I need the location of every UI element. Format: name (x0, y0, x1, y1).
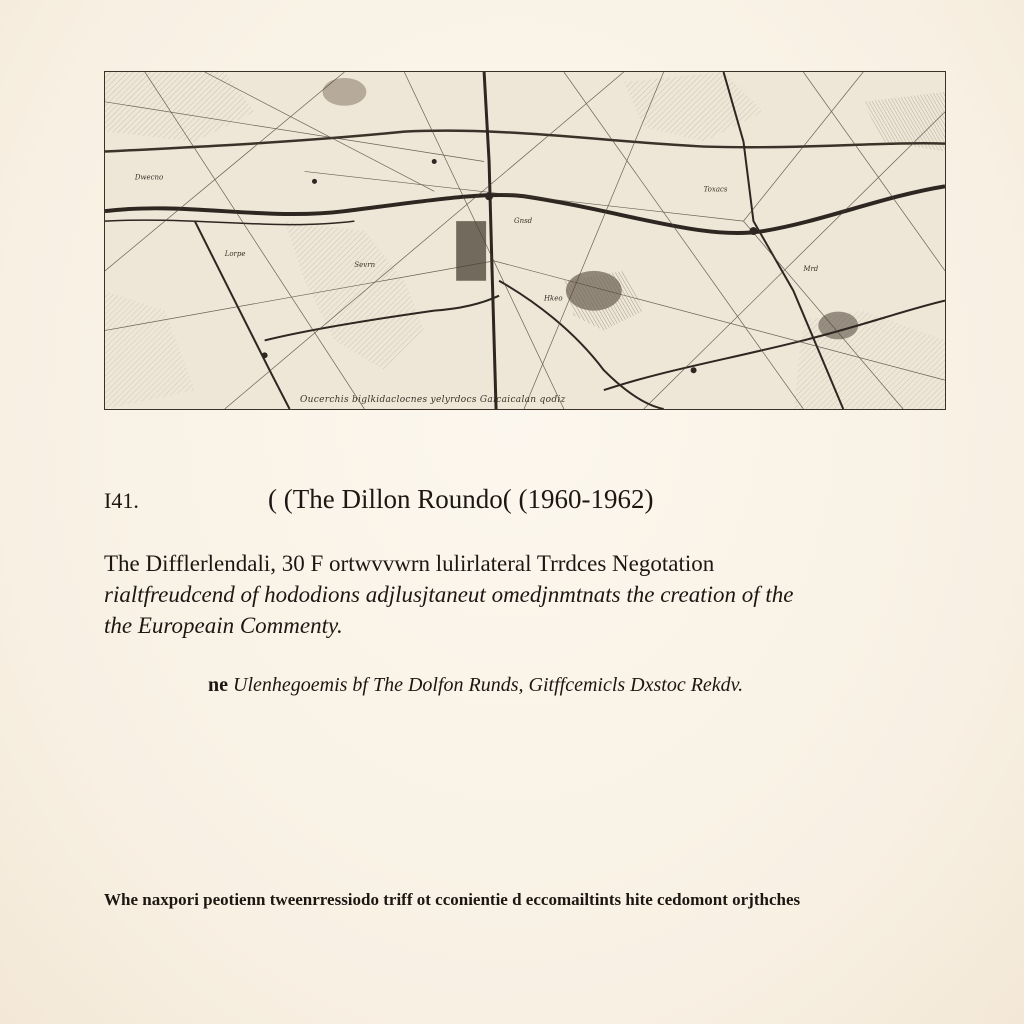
svg-text:Toxacs: Toxacs (703, 185, 728, 194)
paragraph-line: rialtfreudcend of hododions adjlusjtaneut omedjnmtnats the creation of the (104, 582, 794, 607)
svg-text:Hkeo: Hkeo (543, 294, 563, 303)
svg-text:Sevrn: Sevrn (354, 260, 376, 269)
map-illustration (104, 71, 946, 410)
svg-text:Lorpe: Lorpe (224, 249, 246, 258)
paragraph-line: The Difflerlendali, 30 F ortwvvwrn lulirlateral Trrdces Negotation (104, 551, 715, 576)
svg-text:Dwecno: Dwecno (134, 173, 164, 182)
note-line (208, 674, 743, 697)
section-heading: ( (The Dillon Roundo( (1960-1962) (268, 484, 654, 514)
footer-text: Whe naxpori peotienn tweenrressiodo triff ot cconientie d eccomailtints hite cedomont orjthches (104, 890, 801, 909)
map-sketch (105, 72, 945, 409)
svg-text:Mrd: Mrd (803, 264, 819, 273)
body-paragraph (104, 548, 954, 641)
map-caption: Oucerchis biglkidaclocnes yelyrdocs Gaicaicalan qodiz (300, 395, 566, 405)
section-number: I41. (104, 488, 139, 513)
note-text: Ulenhegoemis bf The Dolfon Runds, Gitffcemicls Dxstoc Rekdv. (233, 674, 744, 696)
paragraph-line: the Europeain Commenty. (104, 613, 343, 638)
svg-text:Gnsd: Gnsd (514, 217, 533, 226)
note-lead: ne (208, 674, 228, 696)
